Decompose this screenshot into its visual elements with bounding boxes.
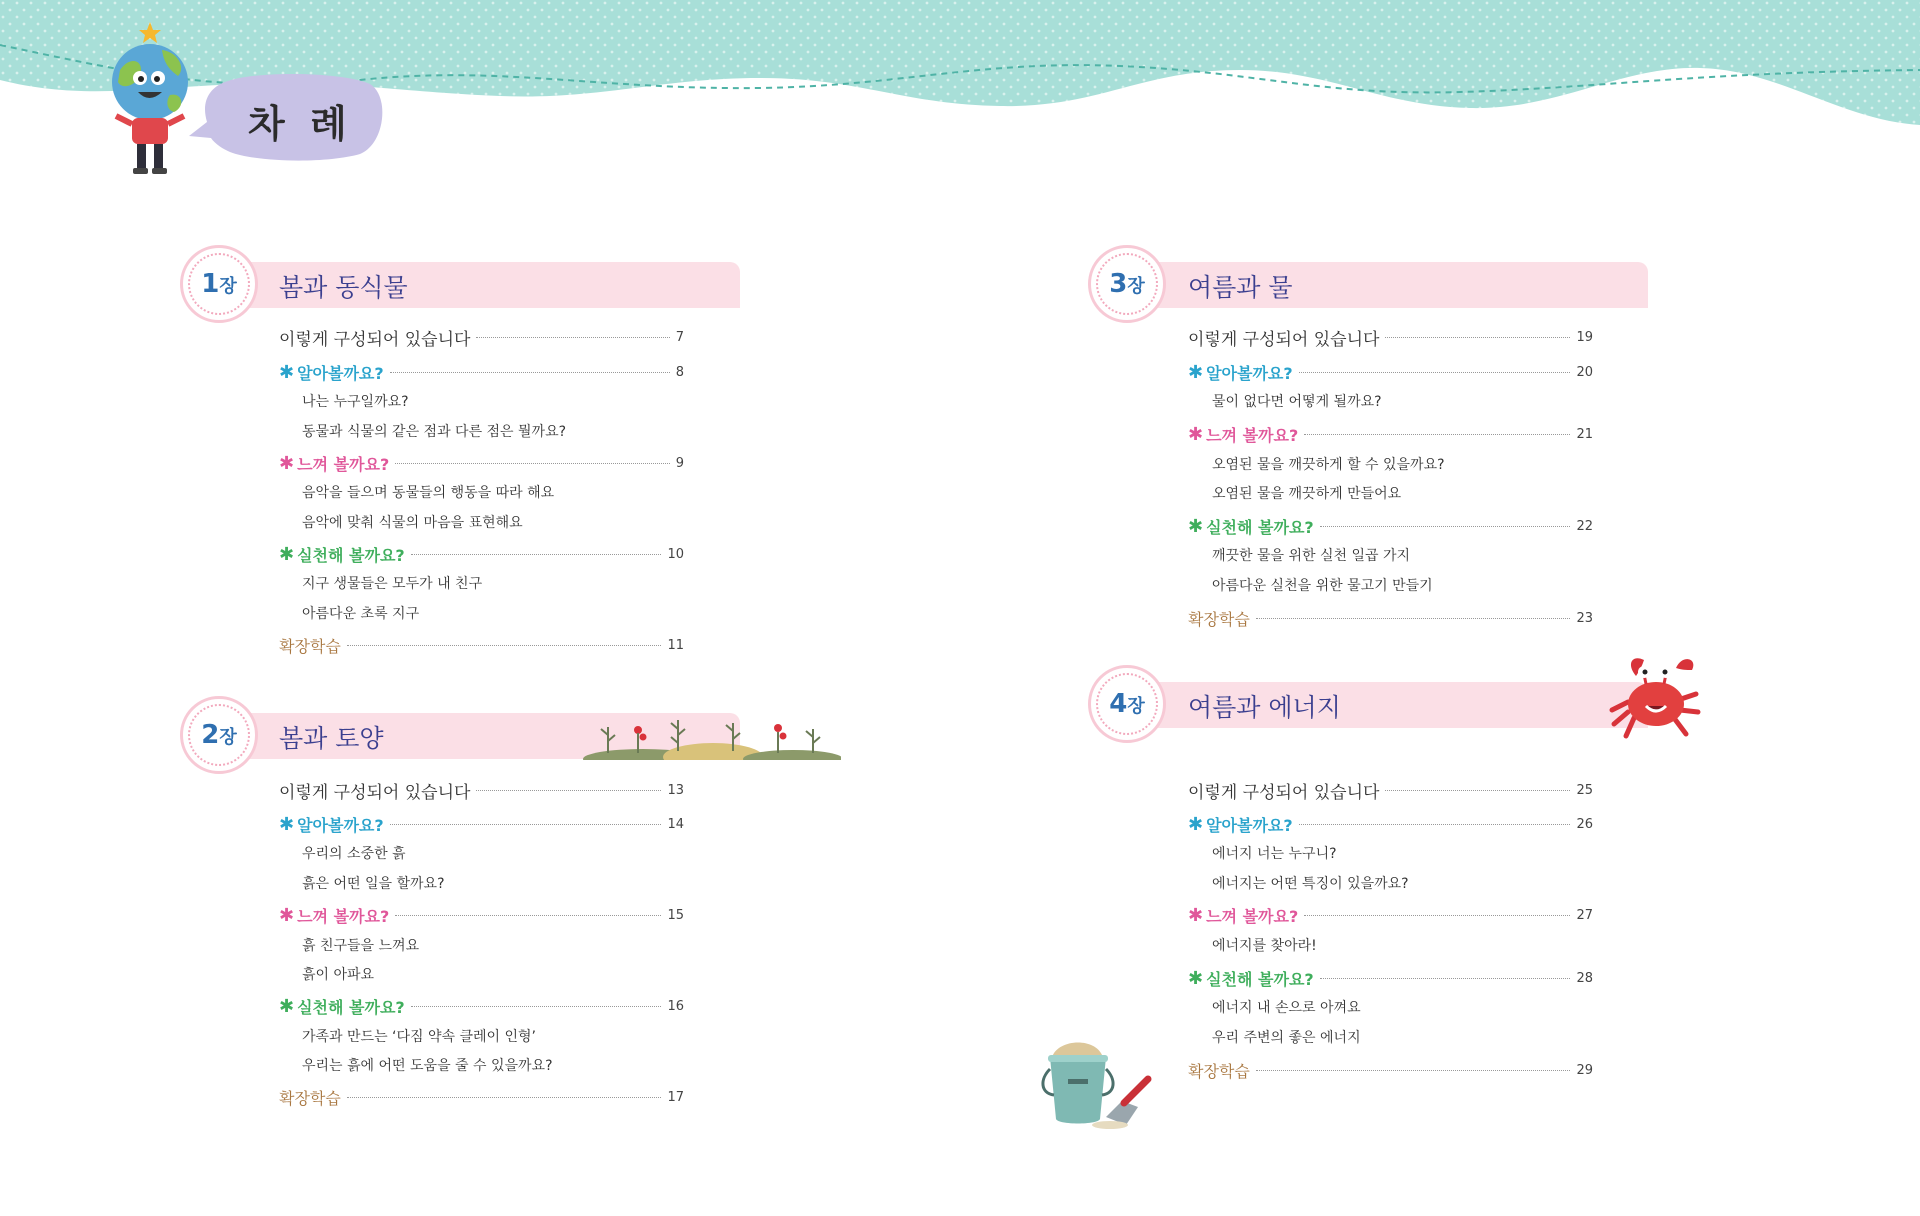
toc-section-feel[interactable] (1188, 904, 1593, 927)
toc-sub-item[interactable]: 에너지는 어떤 특징이 있을까요? (1212, 876, 1409, 892)
toc-sub-item[interactable]: 동물과 식물의 같은 점과 다른 점은 뭘까요? (302, 424, 567, 440)
toc-entry-intro[interactable] (1188, 325, 1593, 350)
toc-section-practice[interactable] (1188, 515, 1593, 538)
toc-sub-item[interactable]: 흙은 어떤 일을 할까요? (302, 876, 445, 892)
toc-sub-item[interactable]: 오염된 물을 깨끗하게 만들어요 (1212, 486, 1402, 502)
toc-section-practice[interactable] (1188, 967, 1593, 990)
toc-section-learn[interactable] (1188, 361, 1593, 384)
toc-extension[interactable] (1188, 607, 1593, 630)
chapter-number: 4 (1109, 689, 1128, 719)
entry-label: 이렇게 구성되어 있습니다 (279, 783, 471, 803)
plants-icon (583, 705, 841, 760)
chapter-unit: 장 (219, 276, 237, 297)
entry-page: 27 (1576, 908, 1593, 923)
toc-sub-item[interactable]: 에너지를 찾아라! (1212, 938, 1317, 954)
entry-label: 이렇게 구성되어 있습니다 (279, 330, 471, 350)
entry-page: 10 (667, 547, 684, 562)
sand-bucket-icon (1040, 1035, 1160, 1130)
toc-sub-item[interactable]: 나는 누구일까요? (302, 394, 409, 410)
snowflake-star-icon: ✱ (1188, 423, 1204, 445)
section-label: 실천해 볼까요? (1206, 518, 1314, 537)
toc-sub-item[interactable]: 우리의 소중한 흙 (302, 846, 406, 862)
entry-page: 11 (667, 638, 684, 653)
toc-sub-item[interactable]: 음악을 들으며 동물들의 행동을 따라 해요 (302, 485, 555, 501)
toc-sub-item[interactable]: 아름다운 실천을 위한 물고기 만들기 (1212, 578, 1433, 594)
snowflake-star-icon: ✱ (1188, 813, 1204, 835)
entry-page: 17 (667, 1090, 684, 1105)
entry-page: 7 (675, 330, 684, 345)
toc-sub-item[interactable]: 에너지 내 손으로 아껴요 (1212, 1000, 1361, 1016)
entry-page: 26 (1576, 817, 1593, 832)
toc-sub-item[interactable]: 아름다운 초록 지구 (302, 606, 420, 622)
snowflake-star-icon: ✱ (279, 543, 295, 565)
snowflake-star-icon: ✱ (279, 904, 295, 926)
entry-page: 29 (1576, 1063, 1593, 1078)
section-label: 느껴 볼까요? (297, 907, 390, 926)
chapter-badge (1088, 665, 1166, 743)
section-label: 알아볼까요? (1206, 816, 1293, 835)
entry-page: 13 (667, 783, 684, 798)
chapter-badge (1088, 245, 1166, 323)
entry-page: 20 (1576, 365, 1593, 380)
section-label: 알아볼까요? (1206, 364, 1293, 383)
toc-sub-item[interactable]: 지구 생물들은 모두가 내 친구 (302, 576, 483, 592)
entry-page: 14 (667, 817, 684, 832)
toc-sub-item[interactable]: 음악에 맞춰 식물의 마음을 표현해요 (302, 515, 523, 531)
entry-page: 15 (667, 908, 684, 923)
entry-label: 확장학습 (1188, 1062, 1250, 1081)
toc-extension[interactable] (279, 1086, 684, 1109)
toc-sub-item[interactable]: 우리는 흙에 어떤 도움을 줄 수 있을까요? (302, 1058, 553, 1074)
toc-sub-item[interactable]: 가족과 만드는 ‘다짐 약속 클레이 인형’ (302, 1029, 537, 1045)
toc-entry-intro[interactable] (1188, 778, 1593, 803)
entry-page: 21 (1576, 427, 1593, 442)
entry-page: 23 (1576, 611, 1593, 626)
entry-label: 이렇게 구성되어 있습니다 (1188, 330, 1380, 350)
section-label: 실천해 볼까요? (297, 546, 405, 565)
snowflake-star-icon: ✱ (1188, 967, 1204, 989)
entry-label: 확장학습 (1188, 610, 1250, 629)
chapter-title: 여름과 에너지 (1188, 693, 1341, 722)
snowflake-star-icon: ✱ (279, 361, 295, 383)
snowflake-star-icon: ✱ (1188, 361, 1204, 383)
toc-sub-item[interactable]: 오염된 물을 깨끗하게 할 수 있을까요? (1212, 457, 1445, 473)
toc-section-feel[interactable] (1188, 423, 1593, 446)
toc-extension[interactable] (1188, 1059, 1593, 1082)
section-label: 느껴 볼까요? (1206, 426, 1299, 445)
toc-section-learn[interactable] (279, 361, 684, 384)
toc-sub-item[interactable]: 우리 주변의 좋은 에너지 (1212, 1030, 1361, 1046)
toc-section-learn[interactable] (1188, 813, 1593, 836)
toc-section-feel[interactable] (279, 452, 684, 475)
toc-sub-item[interactable]: 에너지 너는 누구니? (1212, 846, 1337, 862)
snowflake-star-icon: ✱ (279, 452, 295, 474)
snowflake-star-icon: ✱ (279, 813, 295, 835)
entry-page: 9 (675, 456, 684, 471)
chapter-unit: 장 (1127, 276, 1145, 297)
chapter-number: 2 (201, 720, 220, 750)
snowflake-star-icon: ✱ (1188, 515, 1204, 537)
entry-page: 28 (1576, 971, 1593, 986)
toc-section-practice[interactable] (279, 995, 684, 1018)
page-title: 차 례 (248, 102, 353, 146)
chapter-badge (180, 696, 258, 774)
toc-section-practice[interactable] (279, 543, 684, 566)
chapter-badge (180, 245, 258, 323)
toc-entry-intro[interactable] (279, 325, 684, 350)
crab-icon (1606, 650, 1702, 742)
section-label: 느껴 볼까요? (1206, 907, 1299, 926)
toc-section-learn[interactable] (279, 813, 684, 836)
toc-section-feel[interactable] (279, 904, 684, 927)
entry-label: 확장학습 (279, 637, 341, 656)
entry-page: 22 (1576, 519, 1593, 534)
entry-page: 8 (675, 365, 684, 380)
toc-extension[interactable] (279, 634, 684, 657)
section-label: 느껴 볼까요? (297, 455, 390, 474)
chapter-title: 봄과 토양 (279, 724, 384, 753)
toc-sub-item[interactable]: 깨끗한 물을 위한 실천 일곱 가지 (1212, 548, 1411, 564)
chapter-title: 여름과 물 (1188, 273, 1293, 302)
entry-label: 이렇게 구성되어 있습니다 (1188, 783, 1380, 803)
entry-label: 확장학습 (279, 1089, 341, 1108)
chapter-number: 1 (201, 269, 220, 299)
toc-sub-item[interactable]: 흙 친구들을 느껴요 (302, 938, 420, 954)
chapter-title: 봄과 동식물 (279, 273, 408, 302)
section-label: 알아볼까요? (297, 364, 384, 383)
entry-page: 25 (1576, 783, 1593, 798)
chapter-number: 3 (1109, 269, 1128, 299)
snowflake-star-icon: ✱ (1188, 904, 1204, 926)
toc-sub-item[interactable]: 물이 없다면 어떻게 될까요? (1212, 394, 1382, 410)
chapter-unit: 장 (1127, 696, 1145, 717)
toc-sub-item[interactable]: 흙이 아파요 (302, 967, 375, 983)
chapter-unit: 장 (219, 727, 237, 748)
section-label: 실천해 볼까요? (1206, 970, 1314, 989)
section-label: 알아볼까요? (297, 816, 384, 835)
section-label: 실천해 볼까요? (297, 998, 405, 1017)
snowflake-star-icon: ✱ (279, 995, 295, 1017)
entry-page: 19 (1576, 330, 1593, 345)
toc-entry-intro[interactable] (279, 778, 684, 803)
entry-page: 16 (667, 999, 684, 1014)
